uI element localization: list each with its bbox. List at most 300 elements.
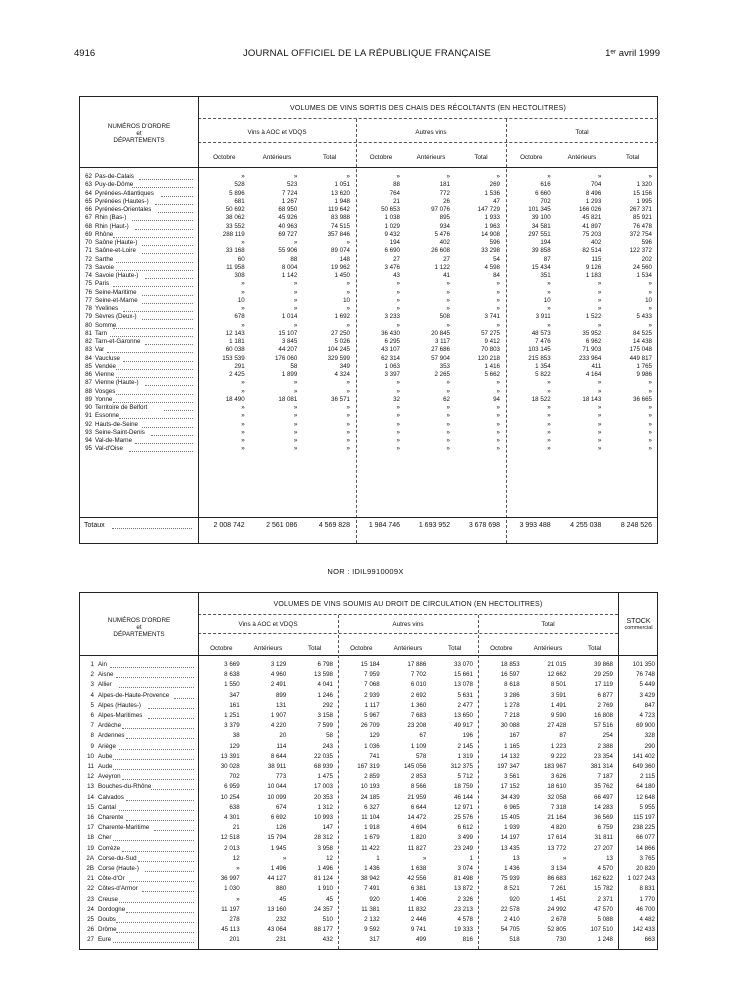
table-cell: 19 962 — [331, 263, 350, 271]
table-cell: 27 428 — [547, 722, 567, 730]
table-cell: 60 — [237, 255, 245, 263]
dept-number: 21 — [87, 875, 94, 883]
dept-number: 11 — [87, 763, 94, 770]
table-cell: » — [293, 404, 298, 411]
table-row — [80, 214, 657, 222]
dept-number: 76 — [85, 288, 92, 296]
table1-title: VOLUMES DE VINS SORTIS DES CHAIS DES RÉCOLTANTS (EN HECTOLITRES) — [290, 105, 566, 112]
table2-subcol-header: Antérieurs — [533, 645, 563, 652]
table-cell: 66 497 — [594, 793, 613, 801]
table-cell: 816 — [462, 936, 473, 944]
table-cell: 24 357 — [314, 905, 333, 913]
table-cell: 3 117 — [434, 338, 450, 345]
table-cell: 30 088 — [500, 722, 520, 730]
table-cell: 97 076 — [431, 206, 450, 213]
dept-number: 17 — [87, 824, 94, 832]
dept-number: 14 — [87, 793, 94, 801]
stock-subheader: commercial — [624, 625, 653, 631]
table1-dept-header-2: et — [136, 130, 142, 137]
dept-number: 7 — [90, 722, 94, 730]
dept-number: 23 — [87, 895, 94, 903]
table-cell: » — [346, 305, 350, 312]
leader-dots — [132, 182, 193, 188]
table-cell: 4 164 — [585, 371, 602, 378]
stock-cell: 2 115 — [639, 773, 655, 781]
table-cell: 7 476 — [535, 338, 551, 345]
table-cell: 35 952 — [582, 329, 602, 337]
table-cell: » — [547, 412, 551, 420]
table-cell: » — [396, 173, 400, 180]
table-cell: 55 906 — [278, 247, 298, 255]
table-cell: 12 662 — [547, 671, 567, 679]
table-cell: » — [346, 239, 350, 246]
table-cell: 2 265 — [434, 371, 450, 378]
table-cell: 347 — [229, 691, 240, 699]
leader-dots — [119, 682, 194, 688]
table-cell: 1 475 — [317, 773, 333, 781]
table-cell: 4 820 — [550, 824, 567, 832]
dept-number: 68 — [85, 222, 92, 230]
table-row — [80, 895, 657, 905]
table-cell: 7 683 — [410, 712, 427, 719]
table-row — [80, 313, 657, 321]
leader-dots — [135, 224, 193, 230]
table-row — [80, 935, 657, 945]
table-cell: 43 064 — [267, 926, 287, 934]
table-cell: 1 907 — [270, 712, 287, 719]
table-cell: 17 003 — [314, 783, 333, 791]
dept-name: Val-de-Marne — [95, 437, 133, 444]
table-cell: 36 571 — [331, 395, 350, 403]
leader-dots — [119, 413, 193, 419]
dept-number: 74 — [85, 272, 92, 279]
table-row — [80, 762, 657, 772]
table-cell: » — [547, 288, 551, 296]
table-cell: 308 — [234, 272, 245, 279]
table-cell: » — [496, 305, 500, 312]
table2-subcol-header: Octobre — [210, 645, 233, 652]
table-cell: 6 965 — [504, 803, 520, 811]
table-cell: 18 490 — [225, 395, 245, 403]
table-cell: 10 254 — [220, 793, 240, 801]
table-row — [80, 742, 657, 752]
table-cell: » — [293, 428, 298, 436]
table-cell: 32 — [393, 395, 400, 403]
table-cell: » — [547, 387, 551, 395]
stock-cell: 64 180 — [636, 783, 655, 791]
table1-group-aoc: Vins à AOC et VDQS — [247, 129, 307, 136]
table-cell: 83 988 — [331, 214, 350, 222]
table-cell: » — [597, 305, 602, 312]
table-cell: 1 223 — [550, 742, 567, 750]
table-cell: 329 599 — [327, 354, 350, 362]
table-cell: » — [496, 288, 500, 296]
table-cell: 30 028 — [220, 763, 240, 770]
dept-name: Rhin (Haut-) — [95, 222, 129, 230]
table-cell: 27 — [393, 255, 400, 263]
table-row — [80, 330, 657, 338]
table-row — [80, 404, 657, 412]
table-cell: 1 450 — [334, 272, 350, 279]
table-cell: 13 650 — [454, 712, 473, 719]
table-cell: 12 518 — [220, 834, 240, 842]
table-cell: 89 074 — [331, 247, 350, 255]
stock-cell: 649 360 — [632, 763, 655, 770]
table-cell: 13 872 — [454, 885, 473, 893]
table-cell: 5 088 — [597, 916, 613, 923]
table-cell: 3 845 — [281, 338, 298, 345]
table-row — [80, 445, 657, 453]
table-cell: 88 — [393, 181, 400, 189]
table-cell: » — [496, 445, 500, 453]
table-cell: 11 381 — [361, 905, 380, 913]
table-cell: 1 451 — [550, 895, 567, 903]
dept-name: Ardennes — [98, 732, 125, 740]
table-cell: 2 446 — [410, 916, 427, 923]
table-cell: 10 993 — [314, 814, 333, 821]
table-row — [80, 190, 657, 198]
dept-name: Somme — [95, 321, 117, 329]
leader-dots — [132, 215, 193, 221]
table-cell: » — [547, 437, 551, 444]
table-cell: 15 782 — [594, 885, 613, 893]
dept-name: Côtes-d'Armor — [98, 885, 138, 893]
dept-name: Bouches-du-Rhône — [98, 783, 152, 791]
table-cell: 232 — [275, 916, 287, 923]
leader-dots — [116, 257, 193, 263]
table-cell: 1 246 — [317, 691, 333, 699]
leader-dots — [113, 323, 193, 329]
table-cell: 202 — [641, 255, 652, 263]
leader-dots — [119, 805, 194, 811]
dept-number: 78 — [85, 305, 92, 312]
table-cell: 129 — [229, 742, 240, 750]
table-cell: 41 — [443, 272, 450, 279]
table-cell: 1 820 — [410, 834, 427, 842]
table-cell: 33 298 — [481, 247, 500, 255]
leader-dots — [151, 430, 193, 436]
leader-dots — [148, 703, 194, 709]
table-cell: 2 132 — [364, 916, 380, 923]
table-cell: » — [597, 420, 602, 428]
table-cell: 1 436 — [504, 865, 520, 872]
table-cell: 1 416 — [484, 362, 500, 370]
table-cell: 57 904 — [431, 354, 450, 362]
table-cell: » — [346, 404, 350, 411]
table-cell: 1 181 — [229, 338, 245, 345]
publication-date: 1ᵉʳ avril 1999 — [605, 48, 660, 59]
table-cell: » — [446, 387, 450, 395]
table-cell: 94 — [493, 395, 500, 403]
leader-dots — [119, 744, 194, 750]
leader-dots — [123, 306, 193, 312]
table-row — [80, 239, 657, 247]
table-cell: » — [346, 428, 350, 436]
table-cell: 120 218 — [477, 354, 500, 362]
table-cell: » — [293, 239, 298, 246]
table-cell: 17 152 — [500, 783, 520, 791]
table-cell: 773 — [275, 773, 287, 781]
table-cell: 317 — [369, 936, 380, 944]
table-cell: » — [396, 379, 400, 387]
table1-subcol-header: Total — [626, 154, 640, 161]
table-cell: 22 035 — [314, 752, 333, 760]
table-cell: 115 — [591, 255, 602, 263]
dept-name: Essonne — [95, 412, 120, 420]
table-cell: 129 — [369, 732, 380, 740]
table-row — [80, 752, 657, 762]
leader-dots — [145, 273, 193, 279]
table-cell: 3 561 — [504, 773, 520, 781]
dept-name: Rhin (Bas-) — [95, 214, 127, 222]
table-cell: » — [346, 420, 350, 428]
table-row — [80, 297, 657, 305]
table-cell: 1 — [376, 854, 380, 862]
table-cell: 7 702 — [410, 671, 427, 679]
dept-name: Hauts-de-Seine — [95, 420, 138, 428]
table-cell: 1 051 — [334, 181, 350, 189]
table-cell: 638 — [229, 803, 240, 811]
table-cell: 11 104 — [361, 814, 380, 821]
leader-dots — [126, 815, 194, 821]
table1-dept-header-3: DÉPARTEMENTS — [113, 137, 165, 144]
table-cell: 278 — [229, 916, 240, 923]
table-cell: » — [597, 412, 602, 420]
dept-number: 63 — [85, 181, 92, 189]
table-cell: » — [346, 280, 350, 288]
dept-number: 79 — [85, 313, 92, 321]
dept-name: Ariège — [98, 742, 116, 750]
dept-name: Sèvres (Deux-) — [95, 313, 137, 321]
table-cell: 2 425 — [229, 371, 245, 378]
dept-number: 2B — [86, 865, 94, 872]
table2-group-total: Total — [541, 621, 555, 628]
table-cell: 13 435 — [500, 844, 520, 852]
leader-dots — [122, 774, 194, 780]
leader-dots — [148, 713, 194, 719]
table-row — [80, 813, 657, 823]
table-cell: » — [396, 445, 400, 453]
dept-number: 88 — [85, 387, 92, 395]
table-cell: 5 896 — [229, 189, 245, 197]
table-cell: » — [241, 288, 245, 296]
table-cell: » — [597, 296, 602, 304]
table-cell: 50 653 — [381, 206, 400, 213]
table-cell: 1 899 — [281, 371, 298, 378]
table-cell: 9 432 — [384, 230, 400, 238]
totals-cell: 3 993 488 — [519, 522, 551, 529]
table-cell: » — [547, 280, 551, 288]
table-cell: 1 036 — [364, 742, 380, 750]
table-cell: 1 406 — [410, 895, 427, 903]
table-cell: 21 164 — [547, 814, 567, 821]
table-cell: 14 197 — [500, 834, 520, 842]
leader-dots — [138, 856, 194, 862]
table-cell: 4 960 — [270, 671, 287, 679]
table-cell: 23 354 — [594, 752, 613, 760]
table-cell: 616 — [540, 181, 551, 189]
table-cell: 36 569 — [594, 814, 613, 821]
table-cell: 10 044 — [267, 783, 287, 791]
leader-dots — [116, 917, 194, 923]
table-cell: 54 — [493, 255, 500, 263]
stock-cell: 5 449 — [639, 681, 655, 689]
table-cell: 215 853 — [528, 354, 551, 362]
dept-number: 27 — [87, 936, 94, 944]
table-cell: 6 644 — [410, 803, 427, 811]
table-cell: 33 168 — [225, 247, 245, 255]
table-cell: 103 145 — [528, 346, 551, 354]
table-cell: 75 939 — [500, 875, 520, 883]
table-cell: » — [293, 296, 298, 304]
table-cell: » — [648, 305, 652, 312]
table-cell: 26 709 — [360, 722, 380, 730]
table-cell: 4 578 — [457, 916, 473, 923]
table-cell: » — [396, 437, 400, 444]
table-cell: » — [648, 437, 652, 444]
table-cell: 357 846 — [327, 230, 350, 238]
table-cell: 2 859 — [364, 773, 380, 781]
table-cell: 899 — [275, 691, 287, 699]
stock-cell: 20 820 — [636, 865, 655, 872]
table-cell: 162 622 — [590, 875, 613, 883]
table-cell: » — [496, 296, 500, 304]
table-cell: 1 014 — [281, 313, 298, 321]
dept-name: Drôme — [98, 926, 117, 934]
table-cell: » — [562, 854, 567, 862]
table-cell: » — [446, 379, 450, 387]
table-row — [80, 198, 657, 206]
table-cell: 1 312 — [317, 803, 333, 811]
table-cell: 1 117 — [364, 701, 380, 709]
table-cell: » — [597, 428, 602, 436]
table-cell: 49 917 — [454, 722, 473, 730]
table-cell: » — [547, 445, 551, 453]
table-cell: 27 207 — [594, 844, 613, 852]
table-cell: » — [396, 428, 400, 436]
table-cell: 1 293 — [585, 197, 602, 205]
table-cell: 1 248 — [597, 936, 613, 944]
leader-dots — [142, 314, 193, 320]
dept-name: Charente-Maritime — [98, 824, 150, 832]
table-cell: 13 598 — [314, 671, 333, 679]
leader-dots — [113, 937, 194, 943]
table-cell: 11 827 — [407, 844, 427, 852]
leader-dots — [145, 380, 193, 386]
table-cell: 372 754 — [629, 230, 652, 238]
table-cell: 35 762 — [594, 783, 613, 791]
table-cell: » — [446, 437, 450, 444]
table-cell: 167 319 — [357, 763, 380, 770]
table-row — [80, 793, 657, 803]
table2-subcol-header: Antérieurs — [253, 645, 283, 652]
leader-dots — [116, 364, 193, 370]
table-cell: » — [293, 420, 298, 428]
table-cell: » — [346, 445, 350, 453]
table-cell: » — [241, 437, 245, 444]
table-cell: 704 — [590, 181, 602, 189]
table-cell: 13 — [512, 854, 520, 862]
table-cell: 47 — [493, 197, 500, 205]
table-row — [80, 660, 657, 670]
table-row — [80, 437, 657, 445]
stock-cell: 3 765 — [639, 854, 655, 862]
table-cell: 3 233 — [384, 313, 400, 321]
table2-dept-header-2: et — [136, 624, 142, 631]
table-cell: 4 324 — [334, 371, 350, 378]
table-cell: 10 193 — [360, 783, 380, 791]
table2-subcol-header: Total — [308, 645, 322, 652]
table-cell: 104 245 — [327, 346, 350, 354]
totals-label: Totaux — [84, 522, 105, 529]
table-cell: 50 692 — [225, 206, 245, 213]
table-cell: 1 038 — [384, 214, 400, 222]
table-cell: 381 314 — [590, 763, 613, 770]
table-droit-circulation — [79, 592, 658, 950]
table2-title: VOLUMES DE VINS SOUMIS AU DROIT DE CIRCULATION (EN HECTOLITRES) — [273, 601, 543, 608]
dept-number: 71 — [85, 247, 92, 255]
dept-number: 3 — [90, 681, 94, 689]
table-cell: » — [346, 173, 350, 180]
table-cell: » — [446, 288, 450, 296]
table-cell: 31 811 — [594, 834, 613, 842]
leader-dots — [110, 662, 194, 668]
dept-name: Dordogne — [98, 905, 126, 913]
table-cell: 678 — [234, 313, 245, 321]
page-number: 4916 — [74, 48, 96, 59]
table-cell: 27 686 — [431, 346, 450, 354]
table-cell: 42 556 — [407, 875, 427, 883]
table-cell: 131 — [275, 701, 287, 709]
leader-dots — [113, 835, 194, 841]
table-cell: 353 — [439, 362, 450, 370]
dept-name: Vienne — [95, 371, 115, 378]
table-row — [80, 181, 657, 189]
table-cell: » — [496, 280, 500, 288]
table-cell: 18 759 — [454, 783, 473, 791]
table-cell: » — [446, 305, 450, 312]
table-cell: 7 599 — [317, 722, 333, 730]
dept-number: 12 — [87, 773, 94, 781]
table-cell: » — [396, 412, 400, 420]
table-cell: 114 — [276, 742, 287, 750]
dept-name: Pyrénées (Hautes-) — [95, 197, 149, 205]
table-cell: 13 160 — [267, 905, 287, 913]
stock-cell: 847 — [644, 701, 655, 709]
table-cell: 60 038 — [225, 346, 245, 354]
table-cell: 2 692 — [410, 691, 427, 699]
table-cell: 15 156 — [633, 189, 652, 197]
dept-name: Saône-et-Loire — [95, 247, 136, 255]
table-cell: 15 434 — [531, 263, 551, 271]
dept-number: 6 — [90, 712, 94, 719]
table-cell: 45 — [279, 895, 287, 903]
table-cell: 26 608 — [431, 247, 450, 255]
table-cell: 43 107 — [381, 346, 400, 354]
table-cell: 1 — [469, 854, 473, 862]
table-cell: 5 662 — [484, 371, 500, 378]
dept-number: 93 — [85, 428, 92, 436]
table-cell: » — [648, 379, 652, 387]
dept-number: 5 — [90, 701, 94, 709]
stock-cell: 115 197 — [633, 814, 655, 821]
table-cell: 75 203 — [582, 230, 602, 238]
table-cell: 3 591 — [550, 691, 567, 699]
leader-dots — [113, 281, 193, 287]
table-cell: » — [597, 387, 602, 395]
table-cell: » — [293, 437, 298, 444]
table-cell: 1 536 — [484, 189, 500, 197]
